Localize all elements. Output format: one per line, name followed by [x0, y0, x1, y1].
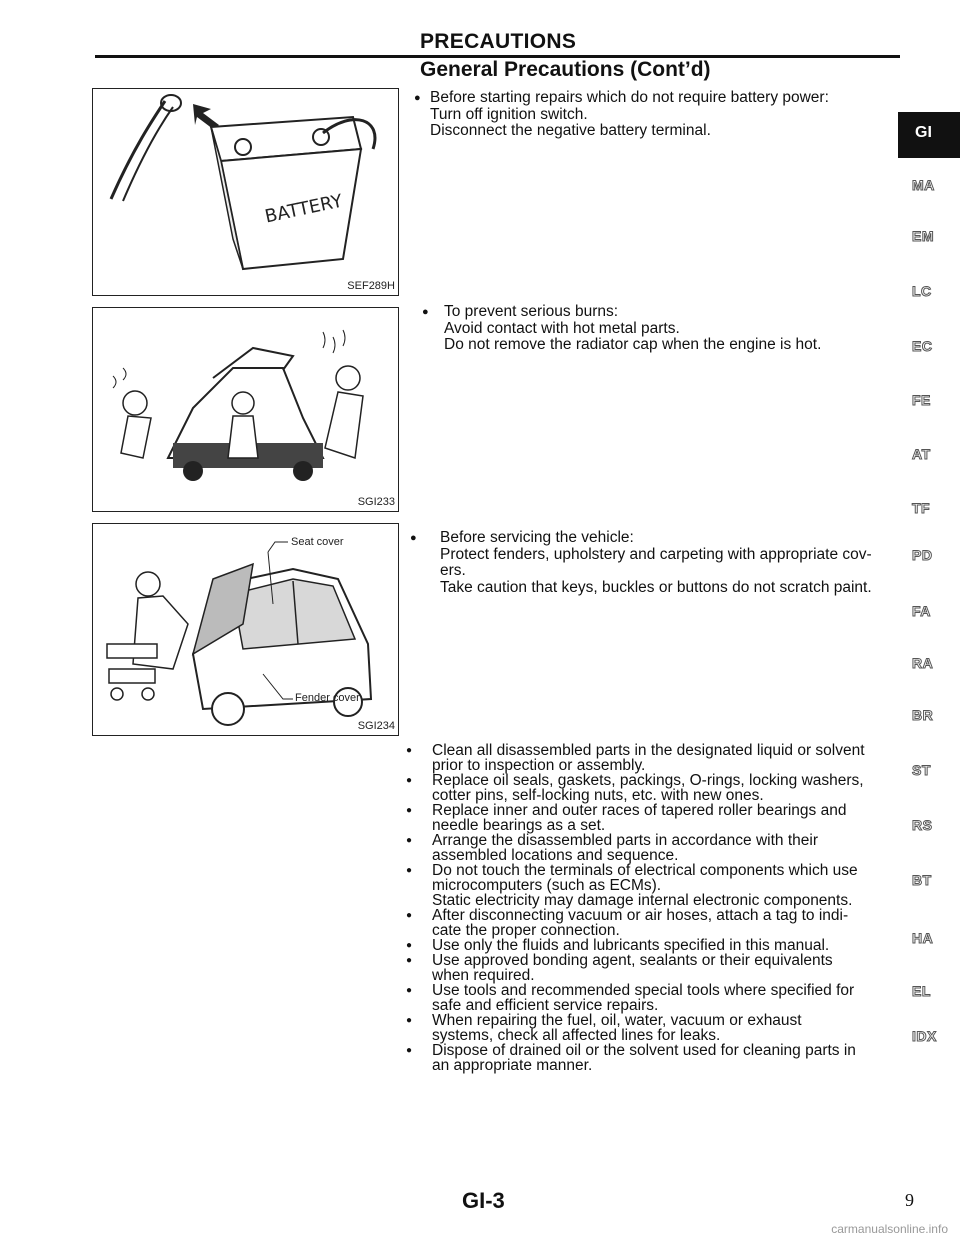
- page-number: 9: [905, 1190, 914, 1210]
- list-item: [400, 938, 905, 953]
- list-item: [400, 953, 905, 983]
- text-line: Use tools and recommended special tools where specified for: [432, 982, 855, 999]
- text-line: Arrange the disassembled parts in accordance with their: [432, 832, 818, 849]
- car-protection-illustration-icon: [93, 524, 400, 737]
- section-tab-at[interactable]: AT: [912, 446, 931, 462]
- list-item: [400, 743, 905, 773]
- bullet: ●: [406, 910, 413, 921]
- section-tab-tf[interactable]: TF: [912, 500, 931, 516]
- section-tab-fa[interactable]: FA: [912, 603, 931, 619]
- bullet: ●: [406, 940, 413, 951]
- list-item: [400, 863, 905, 908]
- fender-cover-label: Fender cover: [295, 692, 360, 704]
- text-line: Clean all disassembled parts in the designated liquid or solvent: [432, 742, 865, 759]
- watermark: carmanualsonline.info: [831, 1222, 948, 1236]
- vehicle-precaution: [410, 529, 905, 596]
- list-item: [400, 908, 905, 938]
- text-line: Before starting repairs which do not require battery power:: [430, 89, 829, 106]
- figure-battery: [92, 88, 399, 296]
- section-tab-el[interactable]: EL: [912, 983, 931, 999]
- section-tab-lc[interactable]: LC: [912, 283, 932, 299]
- list-item: [400, 1043, 905, 1073]
- text-line: Replace oil seals, gaskets, packings, O-rings, locking washers,: [432, 772, 864, 789]
- text-line: Avoid contact with hot metal parts.: [444, 319, 680, 337]
- battery-precaution: [414, 89, 935, 140]
- text-line: Do not remove the radiator cap when the engine is hot.: [444, 336, 822, 353]
- section-tab-fe[interactable]: FE: [912, 392, 931, 408]
- section-subtitle: General Precautions (Cont’d): [420, 58, 711, 81]
- section-tab-st[interactable]: ST: [912, 762, 931, 778]
- section-tab-br[interactable]: BR: [912, 707, 934, 723]
- bullet: ●: [406, 985, 413, 996]
- text-line: Do not touch the terminals of electrical components which use: [432, 862, 858, 879]
- section-tab-bt[interactable]: BT: [912, 872, 932, 888]
- text-line: Static electricity may damage internal electronic components.: [432, 892, 853, 909]
- text-line: Use approved bonding agent, sealants or their equivalents: [432, 952, 833, 969]
- figure-code: SGI233: [357, 496, 395, 508]
- text-line: Before servicing the vehicle:: [440, 529, 634, 546]
- bullet: ●: [406, 835, 413, 846]
- bullet: ●: [406, 1015, 413, 1026]
- text-line: Turn off ignition switch.: [430, 105, 588, 123]
- text-line: Disconnect the negative battery terminal.: [430, 122, 711, 139]
- figure-vehicle-protection: [92, 523, 399, 736]
- list-item: [400, 803, 905, 833]
- section-tab-ec[interactable]: EC: [912, 338, 933, 354]
- text-line: when required.: [432, 967, 535, 984]
- figure-code: SGI234: [357, 720, 395, 732]
- page-code: GI-3: [462, 1188, 505, 1213]
- section-tab-em[interactable]: EM: [912, 228, 934, 244]
- bullet: ●: [406, 805, 413, 816]
- text-line: prior to inspection or assembly.: [432, 757, 646, 774]
- bullet: ●: [406, 955, 413, 966]
- bullet: ●: [406, 865, 413, 876]
- text-line: Replace inner and outer races of tapered roller bearings and: [432, 802, 847, 819]
- battery-illustration-icon: [93, 89, 400, 297]
- text-line: Dispose of drained oil or the solvent used for cleaning parts in: [432, 1042, 856, 1059]
- text-line: microcomputers (such as ECMs).: [432, 877, 662, 894]
- section-tab-ha[interactable]: HA: [912, 930, 934, 946]
- text-line: ers.: [440, 562, 466, 579]
- text-line: When repairing the fuel, oil, water, vacuum or exhaust: [432, 1012, 802, 1029]
- seat-cover-label: Seat cover: [291, 536, 344, 548]
- general-precautions-list: [400, 743, 905, 1073]
- bullet: ●: [414, 92, 421, 104]
- text-line: needle bearings as a set.: [432, 817, 606, 834]
- battery-label: BATTERY: [263, 190, 345, 228]
- section-tab-idx[interactable]: IDX: [912, 1028, 937, 1044]
- text-line: safe and efficient service repairs.: [432, 997, 659, 1014]
- figure-burn-hazard: [92, 307, 399, 512]
- list-item: [400, 1013, 905, 1043]
- list-item: [400, 773, 905, 803]
- text-line: To prevent serious burns:: [444, 303, 619, 320]
- section-tab-ra[interactable]: RA: [912, 655, 934, 671]
- bullet: ●: [406, 745, 413, 756]
- text-line: Use only the fluids and lubricants specified in this manual.: [432, 937, 830, 954]
- section-tab-ma[interactable]: MA: [912, 177, 935, 193]
- text-line: assembled locations and sequence.: [432, 847, 679, 864]
- text-line: cotter pins, self-locking nuts, etc. with new ones.: [432, 787, 764, 804]
- burn-precaution: [422, 303, 894, 354]
- bullet: ●: [422, 306, 429, 318]
- list-item: [400, 983, 905, 1013]
- section-tab-gi-label[interactable]: GI: [915, 124, 932, 141]
- list-item: [400, 833, 905, 863]
- text-line: After disconnecting vacuum or air hoses, attach a tag to indi-: [432, 907, 849, 924]
- text-line: cate the proper connection.: [432, 922, 620, 939]
- bullet: ●: [406, 1045, 413, 1056]
- text-line: systems, check all affected lines for leaks.: [432, 1027, 721, 1044]
- burn-hazard-illustration-icon: [93, 308, 400, 513]
- figure-code: SEF289H: [347, 280, 395, 292]
- text-line: Protect fenders, upholstery and carpeting with appropriate cov-: [440, 545, 872, 563]
- bullet: ●: [406, 775, 413, 786]
- page-title: PRECAUTIONS: [420, 30, 577, 53]
- section-tab-rs[interactable]: RS: [912, 817, 933, 833]
- section-tab-pd[interactable]: PD: [912, 547, 933, 563]
- text-line: an appropriate manner.: [432, 1057, 593, 1074]
- bullet: ●: [410, 532, 417, 544]
- text-line: Take caution that keys, buckles or buttons do not scratch paint.: [440, 578, 872, 596]
